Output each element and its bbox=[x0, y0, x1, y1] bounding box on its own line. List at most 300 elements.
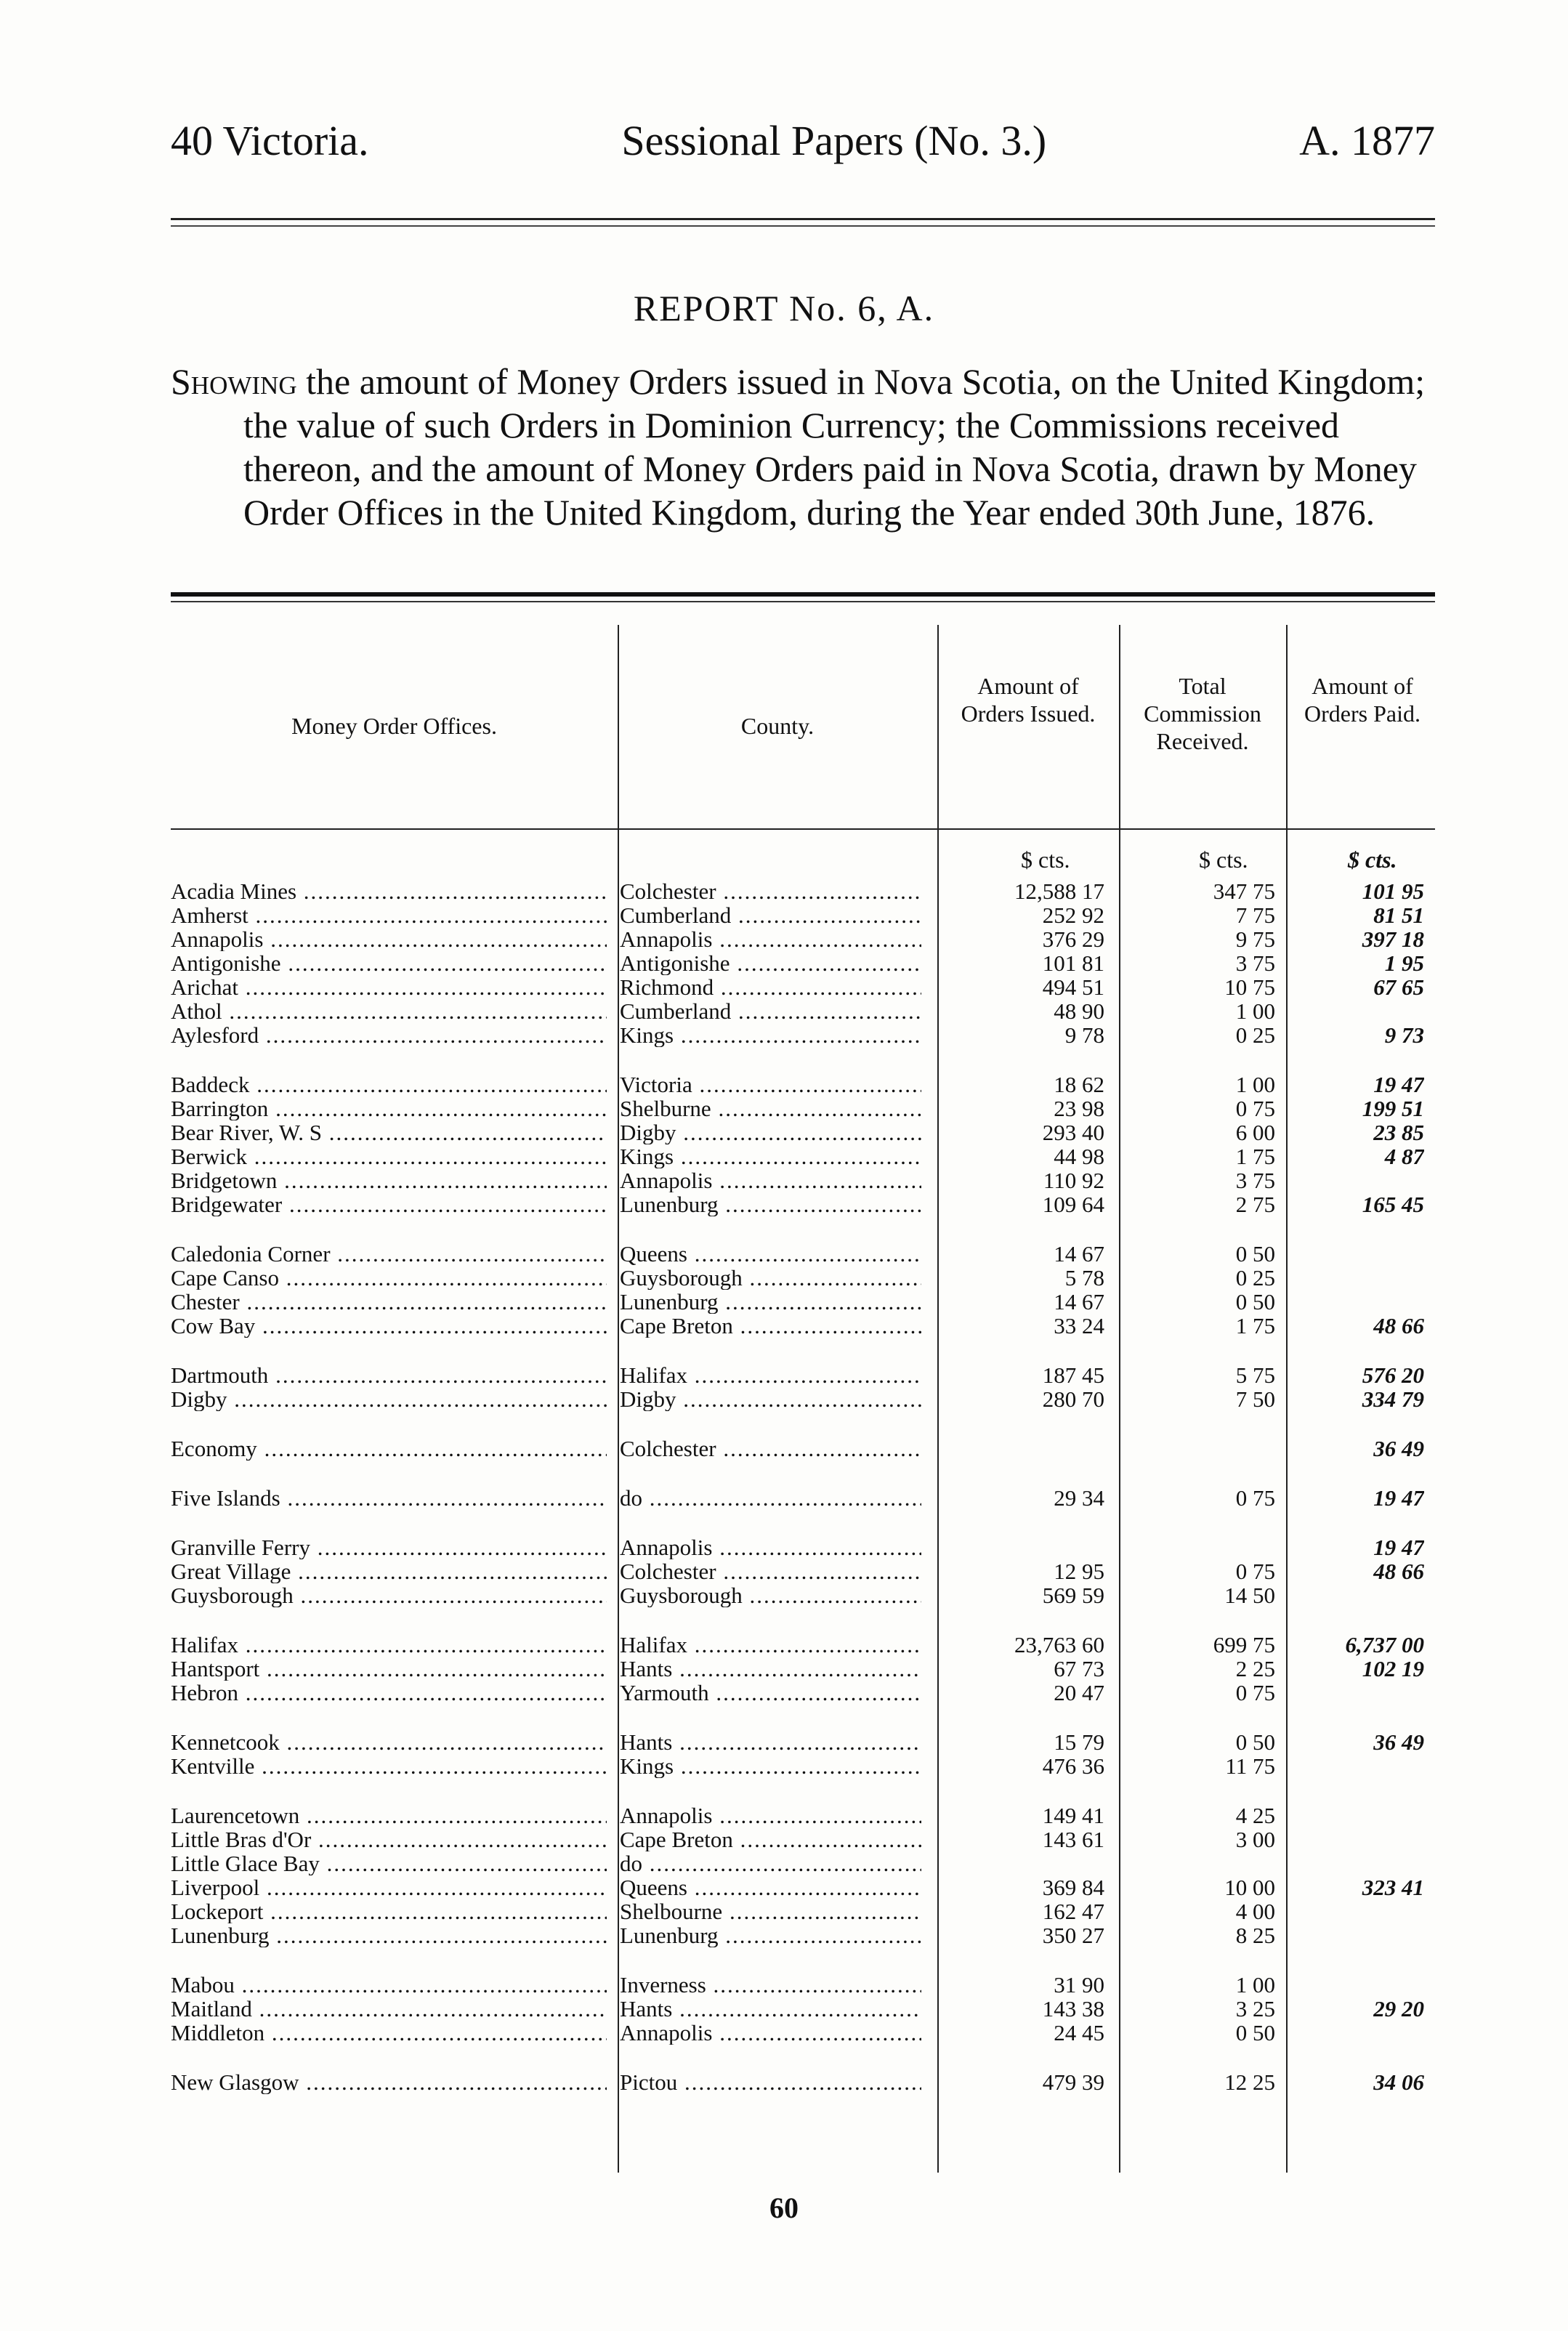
county-text: Hants ..... bbox=[620, 1730, 921, 1754]
cell-county bbox=[620, 1754, 921, 1778]
cell-county bbox=[620, 1583, 921, 1607]
cell-commission bbox=[1130, 1486, 1275, 1510]
table-row bbox=[171, 1730, 1435, 1754]
cell-issued bbox=[945, 1072, 1104, 1096]
cell-office bbox=[171, 1997, 607, 2021]
issued-text: 18 62 bbox=[1054, 1072, 1104, 1096]
cell-commission bbox=[1130, 1387, 1275, 1411]
cell-county bbox=[620, 1437, 921, 1461]
office-text: Five Islands ..... bbox=[171, 1486, 607, 1510]
cell-county bbox=[620, 1657, 921, 1681]
issued-text: 143 38 bbox=[1042, 1997, 1104, 2021]
cell-office bbox=[171, 1192, 607, 1216]
county-text: Victoria ..... bbox=[620, 1072, 921, 1096]
cell-issued bbox=[945, 1314, 1104, 1338]
cell-office bbox=[171, 1120, 607, 1144]
header-office: Money Order Offices. bbox=[291, 713, 497, 739]
commission-text: 0 50 bbox=[1235, 1242, 1275, 1266]
cell-issued bbox=[945, 1730, 1104, 1754]
paid-text: 199 51 bbox=[1362, 1096, 1424, 1120]
office-text: Chester ..... bbox=[171, 1290, 607, 1314]
cell-county bbox=[620, 1875, 921, 1899]
county-text: Halifax ..... bbox=[620, 1633, 921, 1657]
county-text: Digby ..... bbox=[620, 1387, 921, 1411]
commission-text: 2 25 bbox=[1235, 1657, 1275, 1681]
table-row bbox=[171, 1242, 1435, 1266]
table-row bbox=[171, 1023, 1435, 1047]
cell-paid bbox=[1297, 879, 1424, 903]
paid-text: 165 45 bbox=[1362, 1192, 1424, 1216]
issued-text: 15 79 bbox=[1054, 1730, 1104, 1754]
cell-office bbox=[171, 1851, 607, 1875]
cell-issued bbox=[945, 1290, 1104, 1314]
paid-text: 102 19 bbox=[1362, 1657, 1424, 1681]
issued-text: 479 39 bbox=[1042, 2070, 1104, 2094]
commission-text: 347 75 bbox=[1213, 879, 1275, 903]
cell-county bbox=[620, 1387, 921, 1411]
cell-office bbox=[171, 927, 607, 951]
commission-text: 11 75 bbox=[1225, 1754, 1275, 1778]
cell-county bbox=[620, 903, 921, 927]
cell-paid bbox=[1297, 1096, 1424, 1120]
cell-county bbox=[620, 2070, 921, 2094]
paid-text: 23 85 bbox=[1373, 1120, 1424, 1144]
cell-paid bbox=[1297, 1535, 1424, 1559]
commission-text: 7 50 bbox=[1235, 1387, 1275, 1411]
cell-paid bbox=[1297, 1192, 1424, 1216]
county-text: Richmond ..... bbox=[620, 975, 921, 999]
county-text: Hants ..... bbox=[620, 1657, 921, 1681]
cell-issued bbox=[945, 2021, 1104, 2045]
table-row bbox=[171, 1997, 1435, 2021]
cell-county bbox=[620, 2021, 921, 2045]
cell-county bbox=[620, 1290, 921, 1314]
cell-county bbox=[620, 1899, 921, 1923]
cell-office bbox=[171, 1314, 607, 1338]
paid-text: 67 65 bbox=[1373, 975, 1424, 999]
cell-issued bbox=[945, 1266, 1104, 1290]
table-row bbox=[171, 1290, 1435, 1314]
cell-paid bbox=[1297, 1144, 1424, 1168]
cell-county bbox=[620, 951, 921, 975]
issued-text: 12,588 17 bbox=[1014, 879, 1104, 903]
office-text: Baddeck ..... bbox=[171, 1072, 607, 1096]
units-commission: $ cts. bbox=[1199, 847, 1248, 873]
running-head-right: A. 1877 bbox=[1299, 117, 1435, 164]
cell-county bbox=[620, 1192, 921, 1216]
money-orders-table bbox=[171, 625, 1435, 2173]
intro-text: the amount of Money Orders issued in Nova Scotia, on the United Kingdom; the value of such Orders in Dominion Currency; the Commissions received thereon, and the amount of Money Orders paid in Nova Scotia, drawn by Money Order Offices in the United Kingdom, during the Year ended 30th June, 1876. bbox=[243, 361, 1426, 533]
office-text: Amherst ..... bbox=[171, 903, 607, 927]
office-text: Acadia Mines ..... bbox=[171, 879, 607, 903]
table-row bbox=[171, 951, 1435, 975]
office-text: Bridgetown ..... bbox=[171, 1168, 607, 1192]
cell-issued bbox=[945, 1754, 1104, 1778]
county-text: Annapolis ..... bbox=[620, 2021, 921, 2045]
cell-office bbox=[171, 2021, 607, 2045]
issued-text: 101 81 bbox=[1042, 951, 1104, 975]
office-text: Dartmouth ..... bbox=[171, 1363, 607, 1387]
cell-commission bbox=[1130, 1144, 1275, 1168]
issued-text: 20 47 bbox=[1054, 1681, 1104, 1705]
cell-county bbox=[620, 1144, 921, 1168]
table-row bbox=[171, 1363, 1435, 1387]
office-text: Economy ..... bbox=[171, 1437, 607, 1461]
county-text: Cumberland ..... bbox=[620, 999, 921, 1023]
header-paid: Amount of Orders Paid. bbox=[1304, 673, 1421, 727]
paid-text: 36 49 bbox=[1373, 1730, 1424, 1754]
cell-commission bbox=[1130, 1754, 1275, 1778]
issued-text: 280 70 bbox=[1042, 1387, 1104, 1411]
cell-paid bbox=[1297, 1387, 1424, 1411]
cell-paid bbox=[1297, 1559, 1424, 1583]
office-text: Digby ..... bbox=[171, 1387, 607, 1411]
office-text: Barrington ..... bbox=[171, 1096, 607, 1120]
cell-paid bbox=[1297, 1314, 1424, 1338]
header-rule bbox=[171, 218, 1435, 220]
office-text: Antigonishe ..... bbox=[171, 951, 607, 975]
cell-county bbox=[620, 999, 921, 1023]
cell-commission bbox=[1130, 1681, 1275, 1705]
cell-office bbox=[171, 1681, 607, 1705]
commission-text: 5 75 bbox=[1235, 1363, 1275, 1387]
table-row bbox=[171, 1803, 1435, 1827]
cell-commission bbox=[1130, 1973, 1275, 1997]
cell-issued bbox=[945, 1803, 1104, 1827]
paid-text: 81 51 bbox=[1373, 903, 1424, 927]
issued-text: 369 84 bbox=[1042, 1875, 1104, 1899]
commission-text: 0 75 bbox=[1235, 1681, 1275, 1705]
office-text: Little Glace Bay ..... bbox=[171, 1851, 607, 1875]
running-head-left: 40 Victoria. bbox=[171, 117, 369, 164]
cell-office bbox=[171, 999, 607, 1023]
cell-issued bbox=[945, 1899, 1104, 1923]
county-text: do ..... bbox=[620, 1486, 921, 1510]
cell-commission bbox=[1130, 1827, 1275, 1851]
cell-commission bbox=[1130, 1583, 1275, 1607]
commission-text: 0 50 bbox=[1235, 2021, 1275, 2045]
cell-paid bbox=[1297, 1997, 1424, 2021]
cell-paid bbox=[1297, 1657, 1424, 1681]
cell-paid bbox=[1297, 927, 1424, 951]
commission-text: 3 75 bbox=[1235, 1168, 1275, 1192]
county-text: Cape Breton ..... bbox=[620, 1827, 921, 1851]
office-text: Annapolis ..... bbox=[171, 927, 607, 951]
table-row bbox=[171, 1168, 1435, 1192]
cell-commission bbox=[1130, 2070, 1275, 2094]
cell-paid bbox=[1297, 1437, 1424, 1461]
county-text: Lunenburg ..... bbox=[620, 1923, 921, 1947]
table-row bbox=[171, 1633, 1435, 1657]
county-text: Guysborough ..... bbox=[620, 1583, 921, 1607]
paid-text: 101 95 bbox=[1362, 879, 1424, 903]
paid-text: 19 47 bbox=[1373, 1486, 1424, 1510]
issued-text: 109 64 bbox=[1042, 1192, 1104, 1216]
table-row bbox=[171, 1973, 1435, 1997]
cell-county bbox=[620, 1851, 921, 1875]
cell-paid bbox=[1297, 1120, 1424, 1144]
cell-issued bbox=[945, 1242, 1104, 1266]
cell-issued bbox=[945, 1657, 1104, 1681]
cell-commission bbox=[1130, 1633, 1275, 1657]
county-text: Annapolis ..... bbox=[620, 1168, 921, 1192]
commission-text: 8 25 bbox=[1235, 1923, 1275, 1947]
commission-text: 0 50 bbox=[1235, 1290, 1275, 1314]
cell-issued bbox=[945, 879, 1104, 903]
commission-text: 699 75 bbox=[1213, 1633, 1275, 1657]
commission-text: 1 75 bbox=[1235, 1314, 1275, 1338]
table-row bbox=[171, 927, 1435, 951]
paid-text: 29 20 bbox=[1373, 1997, 1424, 2021]
county-text: Queens ..... bbox=[620, 1242, 921, 1266]
office-text: Laurencetown ..... bbox=[171, 1803, 607, 1827]
cell-office bbox=[171, 1633, 607, 1657]
cell-commission bbox=[1130, 999, 1275, 1023]
cell-commission bbox=[1130, 1023, 1275, 1047]
cell-issued bbox=[945, 1120, 1104, 1144]
cell-office bbox=[171, 1583, 607, 1607]
cell-office bbox=[171, 2070, 607, 2094]
commission-text: 0 25 bbox=[1235, 1023, 1275, 1047]
county-text: Lunenburg ..... bbox=[620, 1290, 921, 1314]
county-text: Digby ..... bbox=[620, 1120, 921, 1144]
commission-text: 0 75 bbox=[1235, 1559, 1275, 1583]
cell-office bbox=[171, 1803, 607, 1827]
office-text: Berwick ..... bbox=[171, 1144, 607, 1168]
cell-office bbox=[171, 1266, 607, 1290]
table-row bbox=[171, 1827, 1435, 1851]
issued-text: 5 78 bbox=[1064, 1266, 1104, 1290]
cell-paid bbox=[1297, 1023, 1424, 1047]
county-text: Kings ..... bbox=[620, 1023, 921, 1047]
issued-text: 494 51 bbox=[1042, 975, 1104, 999]
table-top-rule-thin bbox=[171, 601, 1435, 602]
cell-county bbox=[620, 1023, 921, 1047]
cell-office bbox=[171, 951, 607, 975]
county-text: Cape Breton ..... bbox=[620, 1314, 921, 1338]
cell-county bbox=[620, 1633, 921, 1657]
cell-issued bbox=[945, 975, 1104, 999]
office-text: New Glasgow ..... bbox=[171, 2070, 607, 2094]
cell-paid bbox=[1297, 903, 1424, 927]
office-text: Hebron ..... bbox=[171, 1681, 607, 1705]
cell-office bbox=[171, 1973, 607, 1997]
office-text: Bear River, W. S ..... bbox=[171, 1120, 607, 1144]
county-text: Yarmouth ..... bbox=[620, 1681, 921, 1705]
office-text: Lockeport ..... bbox=[171, 1899, 607, 1923]
office-text: Caledonia Corner ..... bbox=[171, 1242, 607, 1266]
table-row bbox=[171, 1314, 1435, 1338]
commission-text: 6 00 bbox=[1235, 1120, 1275, 1144]
cell-county bbox=[620, 879, 921, 903]
issued-text: 162 47 bbox=[1042, 1899, 1104, 1923]
office-text: Hantsport ..... bbox=[171, 1657, 607, 1681]
units-issued: $ cts. bbox=[1021, 847, 1070, 873]
cell-issued bbox=[945, 1827, 1104, 1851]
office-text: Kentville ..... bbox=[171, 1754, 607, 1778]
paid-text: 19 47 bbox=[1373, 1072, 1424, 1096]
cell-paid bbox=[1297, 1875, 1424, 1899]
cell-office bbox=[171, 1730, 607, 1754]
table-row bbox=[171, 903, 1435, 927]
cell-office bbox=[171, 1657, 607, 1681]
table-row bbox=[171, 1923, 1435, 1947]
cell-commission bbox=[1130, 2021, 1275, 2045]
office-text: Great Village ..... bbox=[171, 1559, 607, 1583]
cell-county bbox=[620, 1096, 921, 1120]
issued-text: 376 29 bbox=[1042, 927, 1104, 951]
county-text: Annapolis ..... bbox=[620, 1535, 921, 1559]
cell-paid bbox=[1297, 1072, 1424, 1096]
office-text: Bridgewater ..... bbox=[171, 1192, 607, 1216]
county-text: Annapolis ..... bbox=[620, 927, 921, 951]
header-bottom-rule bbox=[171, 828, 1435, 830]
issued-text: 33 24 bbox=[1054, 1314, 1104, 1338]
commission-text: 3 00 bbox=[1235, 1827, 1275, 1851]
commission-text: 3 25 bbox=[1235, 1997, 1275, 2021]
table-row bbox=[171, 975, 1435, 999]
issued-text: 14 67 bbox=[1054, 1242, 1104, 1266]
header-county: County. bbox=[740, 713, 815, 739]
cell-county bbox=[620, 1363, 921, 1387]
paid-text: 36 49 bbox=[1373, 1437, 1424, 1461]
table-row bbox=[171, 2021, 1435, 2045]
issued-text: 23 98 bbox=[1054, 1096, 1104, 1120]
cell-office bbox=[171, 1363, 607, 1387]
table-row bbox=[171, 1559, 1435, 1583]
table-row bbox=[171, 1486, 1435, 1510]
office-text: Little Bras d'Or ..... bbox=[171, 1827, 607, 1851]
cell-office bbox=[171, 1486, 607, 1510]
table-row bbox=[171, 1754, 1435, 1778]
cell-issued bbox=[945, 2070, 1104, 2094]
paid-text: 323 41 bbox=[1362, 1875, 1424, 1899]
cell-county bbox=[620, 1997, 921, 2021]
cell-office bbox=[171, 975, 607, 999]
cell-office bbox=[171, 1290, 607, 1314]
cell-office bbox=[171, 1535, 607, 1559]
issued-text: 187 45 bbox=[1042, 1363, 1104, 1387]
issued-text: 29 34 bbox=[1054, 1486, 1104, 1510]
county-text: Colchester ..... bbox=[620, 1437, 921, 1461]
table-row bbox=[171, 1192, 1435, 1216]
cell-paid bbox=[1297, 1730, 1424, 1754]
cell-office bbox=[171, 1096, 607, 1120]
commission-text: 10 00 bbox=[1224, 1875, 1275, 1899]
office-text: Athol ..... bbox=[171, 999, 607, 1023]
cell-office bbox=[171, 1827, 607, 1851]
cell-issued bbox=[945, 1144, 1104, 1168]
table-row bbox=[171, 1657, 1435, 1681]
cell-commission bbox=[1130, 1803, 1275, 1827]
commission-text: 12 25 bbox=[1224, 2070, 1275, 2094]
cell-office bbox=[171, 1023, 607, 1047]
table-row bbox=[171, 1072, 1435, 1096]
header-rule-secondary bbox=[171, 225, 1435, 227]
commission-text: 4 25 bbox=[1235, 1803, 1275, 1827]
cell-issued bbox=[945, 951, 1104, 975]
county-text: Lunenburg ..... bbox=[620, 1192, 921, 1216]
cell-office bbox=[171, 1875, 607, 1899]
cell-office bbox=[171, 1899, 607, 1923]
commission-text: 0 25 bbox=[1235, 1266, 1275, 1290]
cell-commission bbox=[1130, 1899, 1275, 1923]
commission-text: 7 75 bbox=[1235, 903, 1275, 927]
county-text: Halifax ..... bbox=[620, 1363, 921, 1387]
county-text: Queens ..... bbox=[620, 1875, 921, 1899]
commission-text: 3 75 bbox=[1235, 951, 1275, 975]
header-issued: Amount of Orders Issued. bbox=[961, 673, 1096, 727]
cell-office bbox=[171, 879, 607, 903]
office-text: Middleton ..... bbox=[171, 2021, 607, 2045]
issued-text: 350 27 bbox=[1042, 1923, 1104, 1947]
commission-text: 0 50 bbox=[1235, 1730, 1275, 1754]
county-text: Inverness ..... bbox=[620, 1973, 921, 1997]
cell-issued bbox=[945, 1997, 1104, 2021]
paid-text: 4 87 bbox=[1384, 1144, 1424, 1168]
cell-county bbox=[620, 1314, 921, 1338]
issued-text: 149 41 bbox=[1042, 1803, 1104, 1827]
cell-commission bbox=[1130, 1559, 1275, 1583]
intro-paragraph bbox=[171, 360, 1435, 534]
cell-commission bbox=[1130, 1363, 1275, 1387]
cell-issued bbox=[945, 999, 1104, 1023]
cell-paid bbox=[1297, 1363, 1424, 1387]
county-text: Cumberland ..... bbox=[620, 903, 921, 927]
cell-commission bbox=[1130, 927, 1275, 951]
issued-text: 14 67 bbox=[1054, 1290, 1104, 1314]
cell-issued bbox=[945, 1192, 1104, 1216]
paid-text: 1 95 bbox=[1384, 951, 1424, 975]
cell-county bbox=[620, 1827, 921, 1851]
cell-commission bbox=[1130, 903, 1275, 927]
issued-text: 9 78 bbox=[1064, 1023, 1104, 1047]
issued-text: 67 73 bbox=[1054, 1657, 1104, 1681]
paid-text: 34 06 bbox=[1373, 2070, 1424, 2094]
cell-commission bbox=[1130, 879, 1275, 903]
cell-office bbox=[171, 1559, 607, 1583]
cell-office bbox=[171, 1387, 607, 1411]
header-commission: Total Commission Received. bbox=[1144, 673, 1261, 754]
table-row bbox=[171, 1535, 1435, 1559]
cell-county bbox=[620, 927, 921, 951]
issued-text: 476 36 bbox=[1042, 1754, 1104, 1778]
table-row bbox=[171, 1437, 1435, 1461]
cell-issued bbox=[945, 1168, 1104, 1192]
cell-county bbox=[620, 1486, 921, 1510]
cell-issued bbox=[945, 1973, 1104, 1997]
cell-county bbox=[620, 1072, 921, 1096]
issued-text: 31 90 bbox=[1054, 1973, 1104, 1997]
paid-text: 19 47 bbox=[1373, 1535, 1424, 1559]
cell-commission bbox=[1130, 1096, 1275, 1120]
cell-commission bbox=[1130, 1290, 1275, 1314]
cell-county bbox=[620, 1535, 921, 1559]
issued-text: 569 59 bbox=[1042, 1583, 1104, 1607]
cell-office bbox=[171, 1754, 607, 1778]
commission-text: 9 75 bbox=[1235, 927, 1275, 951]
county-text: Pictou ..... bbox=[620, 2070, 921, 2094]
cell-office bbox=[171, 1437, 607, 1461]
cell-issued bbox=[945, 1387, 1104, 1411]
cell-commission bbox=[1130, 1314, 1275, 1338]
commission-text: 0 75 bbox=[1235, 1486, 1275, 1510]
intro-lead: Showing bbox=[171, 361, 297, 402]
cell-issued bbox=[945, 1023, 1104, 1047]
cell-issued bbox=[945, 1363, 1104, 1387]
cell-issued bbox=[945, 927, 1104, 951]
cell-commission bbox=[1130, 1242, 1275, 1266]
